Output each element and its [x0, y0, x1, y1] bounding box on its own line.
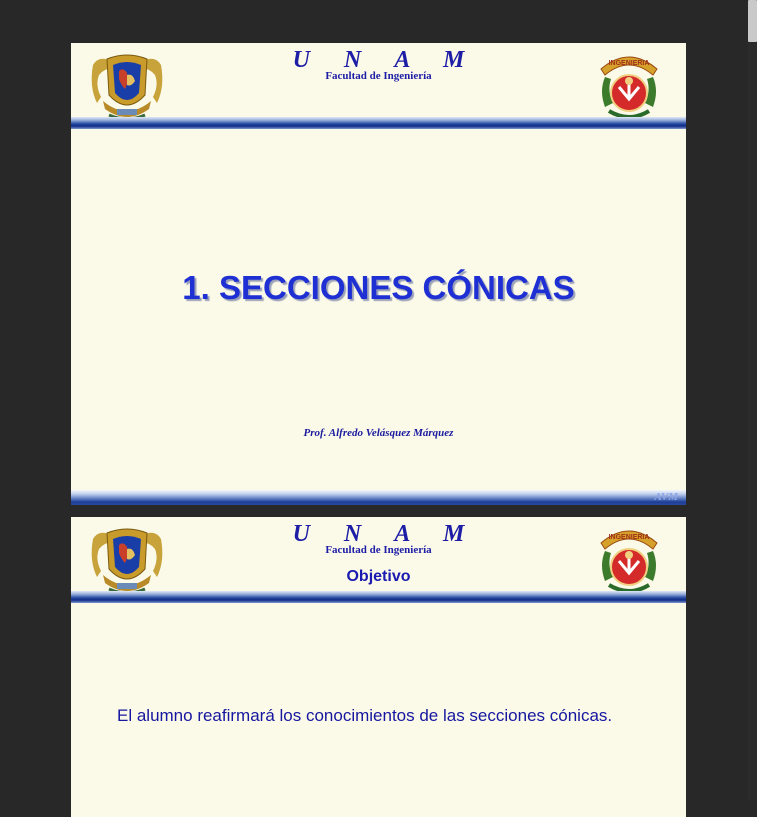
objective-text: El alumno reafirmará los conocimientos de las secciones cónicas. — [117, 706, 613, 725]
slide-subtitle: Objetivo — [346, 568, 411, 585]
slide-2 — [71, 517, 686, 817]
header-band — [71, 117, 686, 129]
slide-title: 1. SECCIONES CÓNICAS — [182, 269, 575, 306]
author-initials: AVM — [654, 491, 678, 503]
ingenieria-seal-logo — [595, 47, 663, 123]
scrollbar-thumb[interactable] — [748, 0, 757, 42]
faculty-name: Facultad de Ingeniería — [325, 544, 432, 556]
unam-title: U N A M — [292, 47, 479, 73]
header-band — [71, 591, 686, 603]
ingenieria-seal-text: INGENIERIA — [608, 60, 650, 67]
footer-band — [71, 490, 686, 505]
slide-1 — [71, 43, 686, 505]
scrollbar-track[interactable] — [748, 0, 757, 800]
unam-title: U N A M — [292, 521, 479, 547]
ingenieria-seal-text: INGENIERIA — [608, 534, 650, 541]
faculty-name: Facultad de Ingeniería — [325, 70, 432, 82]
ingenieria-seal-logo — [595, 521, 663, 597]
professor-name: Prof. Alfredo Velásquez Márquez — [303, 427, 454, 439]
